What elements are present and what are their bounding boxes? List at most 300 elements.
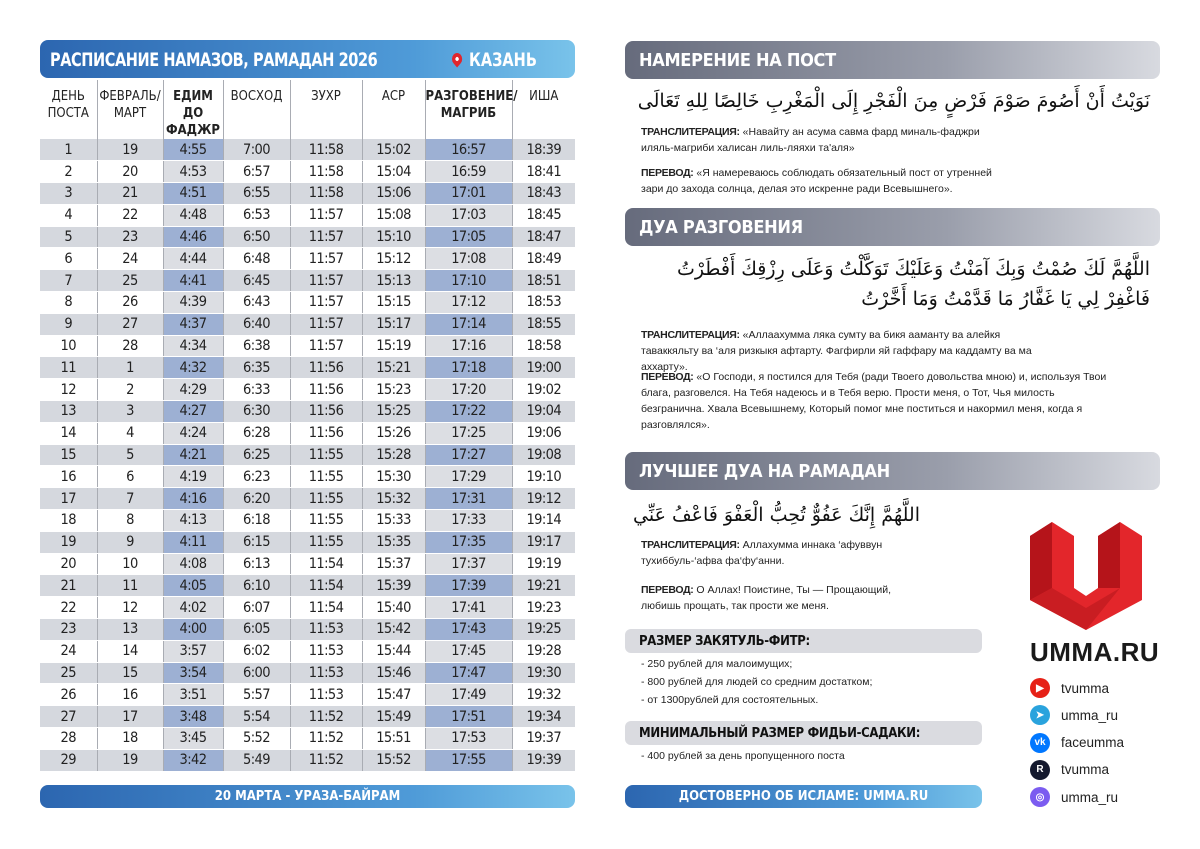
table-row [40, 684, 575, 706]
table-cell: 11:57 [290, 270, 362, 292]
table-cell: 4 [40, 204, 97, 226]
table-cell: 4:05 [163, 575, 223, 597]
table-cell: 19:23 [512, 597, 575, 619]
table-cell: 15:42 [362, 619, 425, 641]
table-row [40, 597, 575, 619]
table-cell: 6:02 [223, 640, 290, 662]
table-row [40, 270, 575, 292]
table-cell: 11:57 [290, 226, 362, 248]
table-cell: 4:48 [163, 204, 223, 226]
table-cell: 17:47 [425, 662, 512, 684]
table-cell: 9 [97, 531, 163, 553]
social-handle: umma_ru [1061, 707, 1119, 723]
zakat-header: РАЗМЕР ЗАКЯТУЛЬ-ФИТР: [625, 629, 982, 653]
schedule-title-bar [40, 40, 575, 78]
table-cell: 17:37 [425, 553, 512, 575]
table-cell: 4:13 [163, 510, 223, 532]
social-link[interactable] [1030, 705, 1118, 725]
table-cell: 6:55 [223, 183, 290, 205]
table-cell: 8 [97, 510, 163, 532]
table-cell: 11:55 [290, 466, 362, 488]
table-cell: 19:17 [512, 531, 575, 553]
table-cell: 29 [40, 749, 97, 771]
table-row [40, 466, 575, 488]
table-cell: 1 [40, 139, 97, 161]
table-cell: 19:04 [512, 401, 575, 423]
social-handle: faceumma [1061, 735, 1125, 751]
table-cell: 17:12 [425, 292, 512, 314]
table-cell: 15:08 [362, 204, 425, 226]
table-cell: 11:55 [290, 510, 362, 532]
iftar-dua-arabic: اللَّهُمَّ لَكَ صُمْتُ وَبِكَ آمَنْتُ وَعَلَيْكَ تَوَكَّلْتُ وَعَلَى رِزْقِكَ أَفْطَرْتُ فَاغْفِرْ لِي يَا غَفَّارُ مَا قَدَّمْتُ وَمَا أَخَّرْتُ [676, 258, 1150, 310]
table-cell: 17:49 [425, 684, 512, 706]
table-cell: 4:16 [163, 488, 223, 510]
table-row [40, 379, 575, 401]
table-cell: 19:34 [512, 706, 575, 728]
table-cell: 17:08 [425, 248, 512, 270]
table-cell: 20 [40, 553, 97, 575]
table-cell: 15:44 [362, 640, 425, 662]
prayer-times-table [40, 80, 575, 772]
table-row [40, 161, 575, 183]
table-cell: 27 [40, 706, 97, 728]
table-cell: 24 [40, 640, 97, 662]
table-cell: 19:14 [512, 510, 575, 532]
table-cell: 5 [97, 444, 163, 466]
zakat-item: - 800 рублей для людей со средним достатком; [641, 676, 873, 688]
table-cell: 17:03 [425, 204, 512, 226]
niyyah-arabic: نَوَيْتُ أَنْ أَصُومَ صَوْمَ فَرْضٍ مِنَ الْفَجْرِ إِلَى الْمَغْرِبِ خَالِصًا لِلهِ تَعَالَى [637, 90, 1150, 112]
table-row [40, 619, 575, 641]
social-handle: tvumma [1061, 762, 1110, 778]
table-cell: 19:12 [512, 488, 575, 510]
table-cell: 6:23 [223, 466, 290, 488]
table-cell: 4:41 [163, 270, 223, 292]
table-cell: 11:56 [290, 379, 362, 401]
zakat-item: - 250 рублей для малоимущих; [641, 658, 793, 670]
table-cell: 15 [40, 444, 97, 466]
table-cell: 15:47 [362, 684, 425, 706]
column-header: ВОСХОД [223, 80, 290, 139]
social-link[interactable] [1030, 787, 1118, 807]
table-cell: 6:40 [223, 313, 290, 335]
table-cell: 6:10 [223, 575, 290, 597]
table-cell: 15:46 [362, 662, 425, 684]
table-cell: 22 [40, 597, 97, 619]
table-cell: 11:57 [290, 204, 362, 226]
table-cell: 19:02 [512, 379, 575, 401]
table-cell: 1 [97, 357, 163, 379]
table-cell: 18:41 [512, 161, 575, 183]
table-cell: 6:38 [223, 335, 290, 357]
best-dua-header: ЛУЧШЕЕ ДУА НА РАМАДАН [625, 452, 1160, 490]
column-header: ЕДИМ ДО ФАДЖР [163, 80, 223, 139]
table-cell: 7 [97, 488, 163, 510]
table-cell: 8 [40, 292, 97, 314]
table-cell: 11:53 [290, 662, 362, 684]
iftar-dua-translation: ПЕРЕВОД: «О Господи, я постился для Тебя (ради Твоего довольства мною) и, используя Твои блага, разговелся. На Тебя надеюсь и в Тебя верю. Прости меня, о Тот, Чья милость безгранична. Хвала Всевышнему, Который помог мне поститься и накормил меня, когда я разговлялся». [641, 371, 1107, 431]
table-cell: 17:05 [425, 226, 512, 248]
table-cell: 15:35 [362, 531, 425, 553]
table-cell: 17:29 [425, 466, 512, 488]
column-header: ФЕВРАЛЬ/ МАРТ [97, 80, 163, 139]
table-cell: 14 [40, 422, 97, 444]
table-cell: 9 [40, 313, 97, 335]
table-cell: 11:58 [290, 183, 362, 205]
table-row [40, 728, 575, 750]
table-cell: 16 [97, 684, 163, 706]
table-cell: 3:54 [163, 662, 223, 684]
table-cell: 3 [40, 183, 97, 205]
table-cell: 19:32 [512, 684, 575, 706]
table-cell: 17:53 [425, 728, 512, 750]
table-cell: 4:02 [163, 597, 223, 619]
table-cell: 19 [97, 749, 163, 771]
table-cell: 19:37 [512, 728, 575, 750]
table-cell: 5:54 [223, 706, 290, 728]
rutube-icon: R [1030, 760, 1050, 780]
niyyah-header: НАМЕРЕНИЕ НА ПОСТ [625, 41, 1160, 79]
table-cell: 4:24 [163, 422, 223, 444]
column-header: АСР [362, 80, 425, 139]
table-cell: 6:28 [223, 422, 290, 444]
table-cell: 22 [97, 204, 163, 226]
table-cell: 15:28 [362, 444, 425, 466]
table-cell: 6:43 [223, 292, 290, 314]
table-cell: 17:22 [425, 401, 512, 423]
telegram-icon: ➤ [1030, 705, 1050, 725]
table-cell: 6:53 [223, 204, 290, 226]
table-cell: 6:35 [223, 357, 290, 379]
umma-logo-icon [1030, 518, 1142, 630]
table-cell: 15 [97, 662, 163, 684]
table-cell: 17:27 [425, 444, 512, 466]
table-cell: 15:04 [362, 161, 425, 183]
table-cell: 18:47 [512, 226, 575, 248]
social-handle: tvumma [1061, 680, 1110, 696]
table-cell: 6:18 [223, 510, 290, 532]
table-cell: 17:41 [425, 597, 512, 619]
table-cell: 3:45 [163, 728, 223, 750]
table-cell: 11:52 [290, 749, 362, 771]
table-cell: 15:06 [362, 183, 425, 205]
table-cell: 4:39 [163, 292, 223, 314]
zakat-item: - от 1300рублей для состоятельных. [641, 694, 819, 706]
location-pin-icon [450, 51, 464, 68]
table-cell: 10 [40, 335, 97, 357]
table-row [40, 488, 575, 510]
table-cell: 11:58 [290, 139, 362, 161]
table-cell: 18 [97, 728, 163, 750]
table-cell: 4:27 [163, 401, 223, 423]
table-cell: 21 [40, 575, 97, 597]
table-cell: 17:16 [425, 335, 512, 357]
table-cell: 15:51 [362, 728, 425, 750]
table-cell: 17:33 [425, 510, 512, 532]
table-cell: 17:51 [425, 706, 512, 728]
iftar-dua-header: ДУА РАЗГОВЕНИЯ [625, 208, 1160, 246]
table-cell: 19 [40, 531, 97, 553]
table-cell: 11:57 [290, 248, 362, 270]
table-cell: 18:53 [512, 292, 575, 314]
table-cell: 4:29 [163, 379, 223, 401]
table-cell: 4:55 [163, 139, 223, 161]
table-row [40, 444, 575, 466]
table-cell: 11:55 [290, 444, 362, 466]
table-cell: 17:01 [425, 183, 512, 205]
fidya-list [641, 747, 845, 765]
table-cell: 4:32 [163, 357, 223, 379]
table-cell: 17:14 [425, 313, 512, 335]
table-cell: 11:54 [290, 553, 362, 575]
table-row [40, 553, 575, 575]
table-cell: 4:34 [163, 335, 223, 357]
table-cell: 20 [97, 161, 163, 183]
table-row [40, 510, 575, 532]
city-label: КАЗАНЬ [452, 49, 537, 71]
table-cell: 18:43 [512, 183, 575, 205]
table-cell: 6:07 [223, 597, 290, 619]
table-cell: 6:05 [223, 619, 290, 641]
table-cell: 6:57 [223, 161, 290, 183]
table-row [40, 422, 575, 444]
table-cell: 15:33 [362, 510, 425, 532]
table-cell: 15:26 [362, 422, 425, 444]
table-cell: 7:00 [223, 139, 290, 161]
iftar-dua-translit: ТРАНСЛИТЕРАЦИЯ: «Аллаахумма ляка сумту ва бикя aаманту ва алейкя таваккяльту ва ‘аля ризкыкя афтарту. Фагфирли яй гаффару ма каддамту ва ма аххарту». [641, 329, 1032, 373]
brand-name: UMMA.RU [1030, 637, 1160, 667]
table-cell: 3:57 [163, 640, 223, 662]
niyyah-translit: ТРАНСЛИТЕРАЦИЯ: «Навайту ан асума савма фард миналь-фаджри иляль-магриби халисан лиль-ляяхи та'аля» [641, 126, 980, 154]
vk-icon: vk [1030, 733, 1050, 753]
column-header: ЗУХР [290, 80, 362, 139]
table-row [40, 226, 575, 248]
table-cell: 18:39 [512, 139, 575, 161]
table-cell: 15:49 [362, 706, 425, 728]
best-dua-translit: ТРАНСЛИТЕРАЦИЯ: Аллахумма иннака ‘афуввун тухиббуль-‘афва фа‘фу‘анни. [641, 539, 883, 567]
table-cell: 3 [97, 401, 163, 423]
table-cell: 18:45 [512, 204, 575, 226]
table-cell: 4:46 [163, 226, 223, 248]
table-cell: 2 [40, 161, 97, 183]
table-row [40, 357, 575, 379]
max-icon: ◎ [1030, 787, 1050, 807]
table-cell: 4:21 [163, 444, 223, 466]
table-cell: 18:49 [512, 248, 575, 270]
table-cell: 15:52 [362, 749, 425, 771]
social-link[interactable] [1030, 733, 1124, 753]
table-cell: 11:53 [290, 684, 362, 706]
table-cell: 15:13 [362, 270, 425, 292]
fidya-header: МИНИМАЛЬНЫЙ РАЗМЕР ФИДЬИ-САДАКИ: [625, 721, 982, 745]
table-cell: 6:30 [223, 401, 290, 423]
table-cell: 4:53 [163, 161, 223, 183]
table-row [40, 183, 575, 205]
table-cell: 11:58 [290, 161, 362, 183]
table-cell: 3:42 [163, 749, 223, 771]
table-cell: 6:45 [223, 270, 290, 292]
table-cell: 19:25 [512, 619, 575, 641]
table-cell: 6:48 [223, 248, 290, 270]
table-cell: 4:19 [163, 466, 223, 488]
table-cell: 17:45 [425, 640, 512, 662]
table-cell: 17:43 [425, 619, 512, 641]
table-cell: 14 [97, 640, 163, 662]
table-cell: 19:19 [512, 553, 575, 575]
eid-date-banner: 20 МАРТА - УРАЗА-БАЙРАМ [40, 785, 575, 808]
table-cell: 4:51 [163, 183, 223, 205]
table-cell: 15:21 [362, 357, 425, 379]
table-cell: 17:18 [425, 357, 512, 379]
table-cell: 18:55 [512, 313, 575, 335]
table-cell: 23 [40, 619, 97, 641]
table-cell: 25 [97, 270, 163, 292]
table-row [40, 640, 575, 662]
table-cell: 18 [40, 510, 97, 532]
table-cell: 23 [97, 226, 163, 248]
table-cell: 11:52 [290, 706, 362, 728]
table-cell: 6:15 [223, 531, 290, 553]
table-cell: 28 [40, 728, 97, 750]
table-row [40, 204, 575, 226]
table-cell: 11:56 [290, 401, 362, 423]
table-cell: 17:20 [425, 379, 512, 401]
table-cell: 19:21 [512, 575, 575, 597]
table-cell: 5:49 [223, 749, 290, 771]
table-row [40, 292, 575, 314]
table-cell: 18:51 [512, 270, 575, 292]
table-cell: 15:19 [362, 335, 425, 357]
table-cell: 11:54 [290, 575, 362, 597]
table-row [40, 749, 575, 771]
table-cell: 11:57 [290, 335, 362, 357]
table-cell: 17:39 [425, 575, 512, 597]
table-cell: 6:25 [223, 444, 290, 466]
table-cell: 19 [97, 139, 163, 161]
table-cell: 6:20 [223, 488, 290, 510]
table-cell: 4 [97, 422, 163, 444]
table-cell: 15:15 [362, 292, 425, 314]
table-cell: 17:31 [425, 488, 512, 510]
table-cell: 17:10 [425, 270, 512, 292]
table-cell: 27 [97, 313, 163, 335]
table-cell: 17:55 [425, 749, 512, 771]
table-cell: 15:12 [362, 248, 425, 270]
table-row [40, 706, 575, 728]
table-cell: 13 [97, 619, 163, 641]
youtube-icon: ▶ [1030, 678, 1050, 698]
table-cell: 4:44 [163, 248, 223, 270]
social-handle: umma_ru [1061, 789, 1119, 805]
table-cell: 16 [40, 466, 97, 488]
table-row [40, 401, 575, 423]
table-row [40, 248, 575, 270]
table-row [40, 335, 575, 357]
table-cell: 6:00 [223, 662, 290, 684]
table-cell: 6:13 [223, 553, 290, 575]
table-cell: 13 [40, 401, 97, 423]
table-cell: 4:00 [163, 619, 223, 641]
table-cell: 12 [97, 597, 163, 619]
table-cell: 19:00 [512, 357, 575, 379]
table-row [40, 662, 575, 684]
table-cell: 4:37 [163, 313, 223, 335]
table-cell: 25 [40, 662, 97, 684]
table-cell: 15:17 [362, 313, 425, 335]
table-cell: 15:25 [362, 401, 425, 423]
table-cell: 15:37 [362, 553, 425, 575]
table-cell: 26 [40, 684, 97, 706]
table-cell: 16:57 [425, 139, 512, 161]
table-cell: 17:25 [425, 422, 512, 444]
table-row [40, 139, 575, 161]
schedule-title: РАСПИСАНИЕ НАМАЗОВ, РАМАДАН 2026 [50, 49, 378, 71]
table-cell: 11:53 [290, 640, 362, 662]
table-cell: 5 [40, 226, 97, 248]
table-cell: 15:40 [362, 597, 425, 619]
table-cell: 15:10 [362, 226, 425, 248]
best-dua-translation: ПЕРЕВОД: О Аллах! Поистине, Ты — Прощающий, любишь прощать, так прости же меня. [641, 584, 892, 612]
table-cell: 11:57 [290, 313, 362, 335]
table-cell: 21 [97, 183, 163, 205]
table-cell: 6:50 [223, 226, 290, 248]
table-cell: 4:08 [163, 553, 223, 575]
table-cell: 12 [40, 379, 97, 401]
zakat-list [641, 655, 872, 709]
table-cell: 11:53 [290, 619, 362, 641]
column-header: ДЕНЬ ПОСТА [40, 80, 97, 139]
umma-footer-banner: ДОСТОВЕРНО ОБ ИСЛАМЕ: UMMA.RU [625, 785, 982, 808]
table-cell: 15:39 [362, 575, 425, 597]
fidya-item: - 400 рублей за день пропущенного поста [641, 750, 845, 762]
niyyah-translation: ПЕРЕВОД: «Я намереваюсь соблюдать обязательный пост от утренней зари до захода солнца, делая это искренне ради Всевышнего». [641, 167, 992, 195]
table-cell: 10 [97, 553, 163, 575]
table-cell: 11:56 [290, 357, 362, 379]
social-link[interactable] [1030, 678, 1109, 698]
table-cell: 11:57 [290, 292, 362, 314]
table-cell: 24 [97, 248, 163, 270]
table-cell: 19:08 [512, 444, 575, 466]
table-cell: 28 [97, 335, 163, 357]
table-cell: 15:32 [362, 488, 425, 510]
table-cell: 16:59 [425, 161, 512, 183]
table-cell: 19:06 [512, 422, 575, 444]
table-cell: 26 [97, 292, 163, 314]
table-cell: 15:30 [362, 466, 425, 488]
table-cell: 17 [97, 706, 163, 728]
table-cell: 15:02 [362, 139, 425, 161]
table-cell: 6 [97, 466, 163, 488]
table-cell: 19:10 [512, 466, 575, 488]
table-cell: 19:30 [512, 662, 575, 684]
table-row [40, 575, 575, 597]
table-cell: 17 [40, 488, 97, 510]
table-cell: 6 [40, 248, 97, 270]
table-cell: 17:35 [425, 531, 512, 553]
table-cell: 5:57 [223, 684, 290, 706]
social-link[interactable] [1030, 760, 1109, 780]
table-cell: 11:52 [290, 728, 362, 750]
table-cell: 11:55 [290, 531, 362, 553]
table-cell: 11:55 [290, 488, 362, 510]
table-row [40, 313, 575, 335]
table-cell: 19:39 [512, 749, 575, 771]
table-cell: 11 [97, 575, 163, 597]
table-cell: 6:33 [223, 379, 290, 401]
table-cell: 11:54 [290, 597, 362, 619]
table-cell: 18:58 [512, 335, 575, 357]
table-row [40, 531, 575, 553]
